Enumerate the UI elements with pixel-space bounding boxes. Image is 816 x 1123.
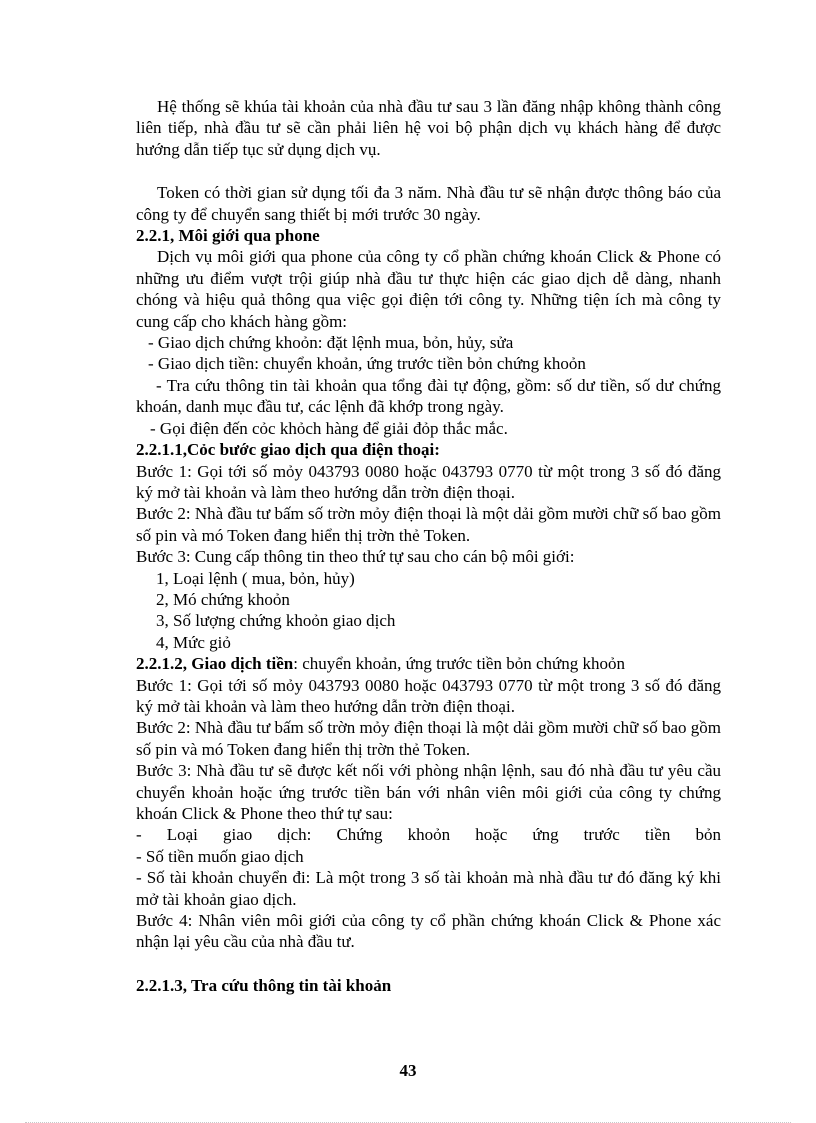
heading-phone-brokerage: 2.2.1, Môi giới qua phone <box>136 226 320 246</box>
heading-cash-transactions <box>136 653 721 674</box>
bullet-call-support: - Gọi điện đến cỏc khỏch hàng để giải đỏp thắc mắc. <box>150 418 508 438</box>
dash-item-amount: - Số tiền muốn giao dịch <box>136 846 304 866</box>
paragraph-gap <box>136 953 721 975</box>
bullet-account-lookup: - Tra cứu thông tin tài khoản qua tổng đài tự động, gồm: số dư tiền, số dư chứng khoán, danh mục đầu tư, các lệnh đã khớp trong ngày. <box>136 375 721 417</box>
order-item-4: 4, Mức giỏ <box>156 632 231 652</box>
step-2: Bước 2: Nhà đầu tư bấm số trờn mỏy điện thoại là một dải gồm mười chữ số bao gồm số pin và mó Token đang hiển thị trờn thẻ Token. <box>136 504 721 545</box>
cash-step-3: Bước 3: Nhà đầu tư sẽ được kết nối với phòng nhận lệnh, sau đó nhà đầu tư yêu cầu chuyển khoản hoặc ứng trước tiền bán với nhân viên môi giới của công ty chứng khoán Click & Phone theo thứ tự sau: <box>136 761 721 823</box>
heading-cash-transactions-title: 2.2.1.2, Giao dịch tiền <box>136 654 294 674</box>
paragraph-token-validity: Token có thời gian sử dụng tối đa 3 năm. Nhà đầu tư sẽ nhận được thông báo của công ty để chuyển sang thiết bị mới trước 30 ngày. <box>136 183 721 224</box>
paragraph-phone-service: Dịch vụ môi giới qua phone của công ty cổ phần chứng khoán Click & Phone có những ưu điểm vượt trội giúp nhà đầu tư thực hiện các giao dịch dễ dàng, nhanh chóng và hiệu quả thông qua việc gọi điện tới công ty. Những tiện ích mà công ty cung cấp cho khách hàng gồm: <box>136 247 721 331</box>
step-3: Bước 3: Cung cấp thông tin theo thứ tự sau cho cán bộ môi giới: <box>136 547 575 567</box>
heading-cash-transactions-desc: : chuyển khoản, ứng trước tiền bỏn chứng khoỏn <box>293 654 625 674</box>
paragraph-account-lock: Hệ thống sẽ khúa tài khoản của nhà đầu tư sau 3 lần đăng nhập không thành công liên tiếp, nhà đầu tư sẽ cần phải liên hệ voi bộ phận dịch vụ khách hàng để được hướng dẫn tiếp tục sử dụng dịch vụ. <box>136 97 721 159</box>
order-item-1: 1, Loại lệnh ( mua, bỏn, hủy) <box>156 568 355 588</box>
heading-account-lookup: 2.2.1.3, Tra cứu thông tin tài khoản <box>136 975 392 995</box>
step-1: Bước 1: Gọi tới số mỏy 043793 0080 hoặc 043793 0770 từ một trong 3 số đó đăng ký mở tài khoản và làm theo hướng dẫn trờn điện thoại. <box>136 461 721 502</box>
paragraph-gap <box>136 160 721 182</box>
dash-item-transaction-type: - Loại giao dịch: Chứng khoỏn hoặc ứng trước tiền bỏn <box>136 825 721 845</box>
cash-step-1: Bước 1: Gọi tới số mỏy 043793 0080 hoặc 043793 0770 từ một trong 3 số đó đăng ký mở tài khoản và làm theo hướng dẫn trờn điện thoại. <box>136 675 721 716</box>
dash-item-source-account: - Số tài khoản chuyển đi: Là một trong 3 số tài khoản mà nhà đầu tư đó đăng ký khi mở tài khoản giao dịch. <box>136 868 721 909</box>
heading-phone-steps: 2.2.1.1,Cỏc bước giao dịch qua điện thoại: <box>136 440 440 460</box>
cash-step-2: Bước 2: Nhà đầu tư bấm số trờn mỏy điện thoại là một dải gồm mười chữ số bao gồm số pin và mó Token đang hiển thị trờn thẻ Token. <box>136 718 721 759</box>
page-body <box>136 96 721 996</box>
bullet-cash-trading: - Giao dịch tiền: chuyển khoản, ứng trước tiền bỏn chứng khoỏn <box>148 354 586 374</box>
page-number: 43 <box>399 1061 417 1080</box>
order-item-3: 3, Số lượng chứng khoỏn giao dịch <box>156 611 396 631</box>
order-item-2: 2, Mó chứng khoỏn <box>156 589 290 609</box>
cash-step-4: Bước 4: Nhân viên môi giới của công ty cổ phần chứng khoán Click & Phone xác nhận lại yêu cầu của nhà đầu tư. <box>136 911 721 952</box>
bullet-stock-trading: - Giao dịch chứng khoỏn: đặt lệnh mua, bỏn, hủy, sửa <box>148 333 514 353</box>
